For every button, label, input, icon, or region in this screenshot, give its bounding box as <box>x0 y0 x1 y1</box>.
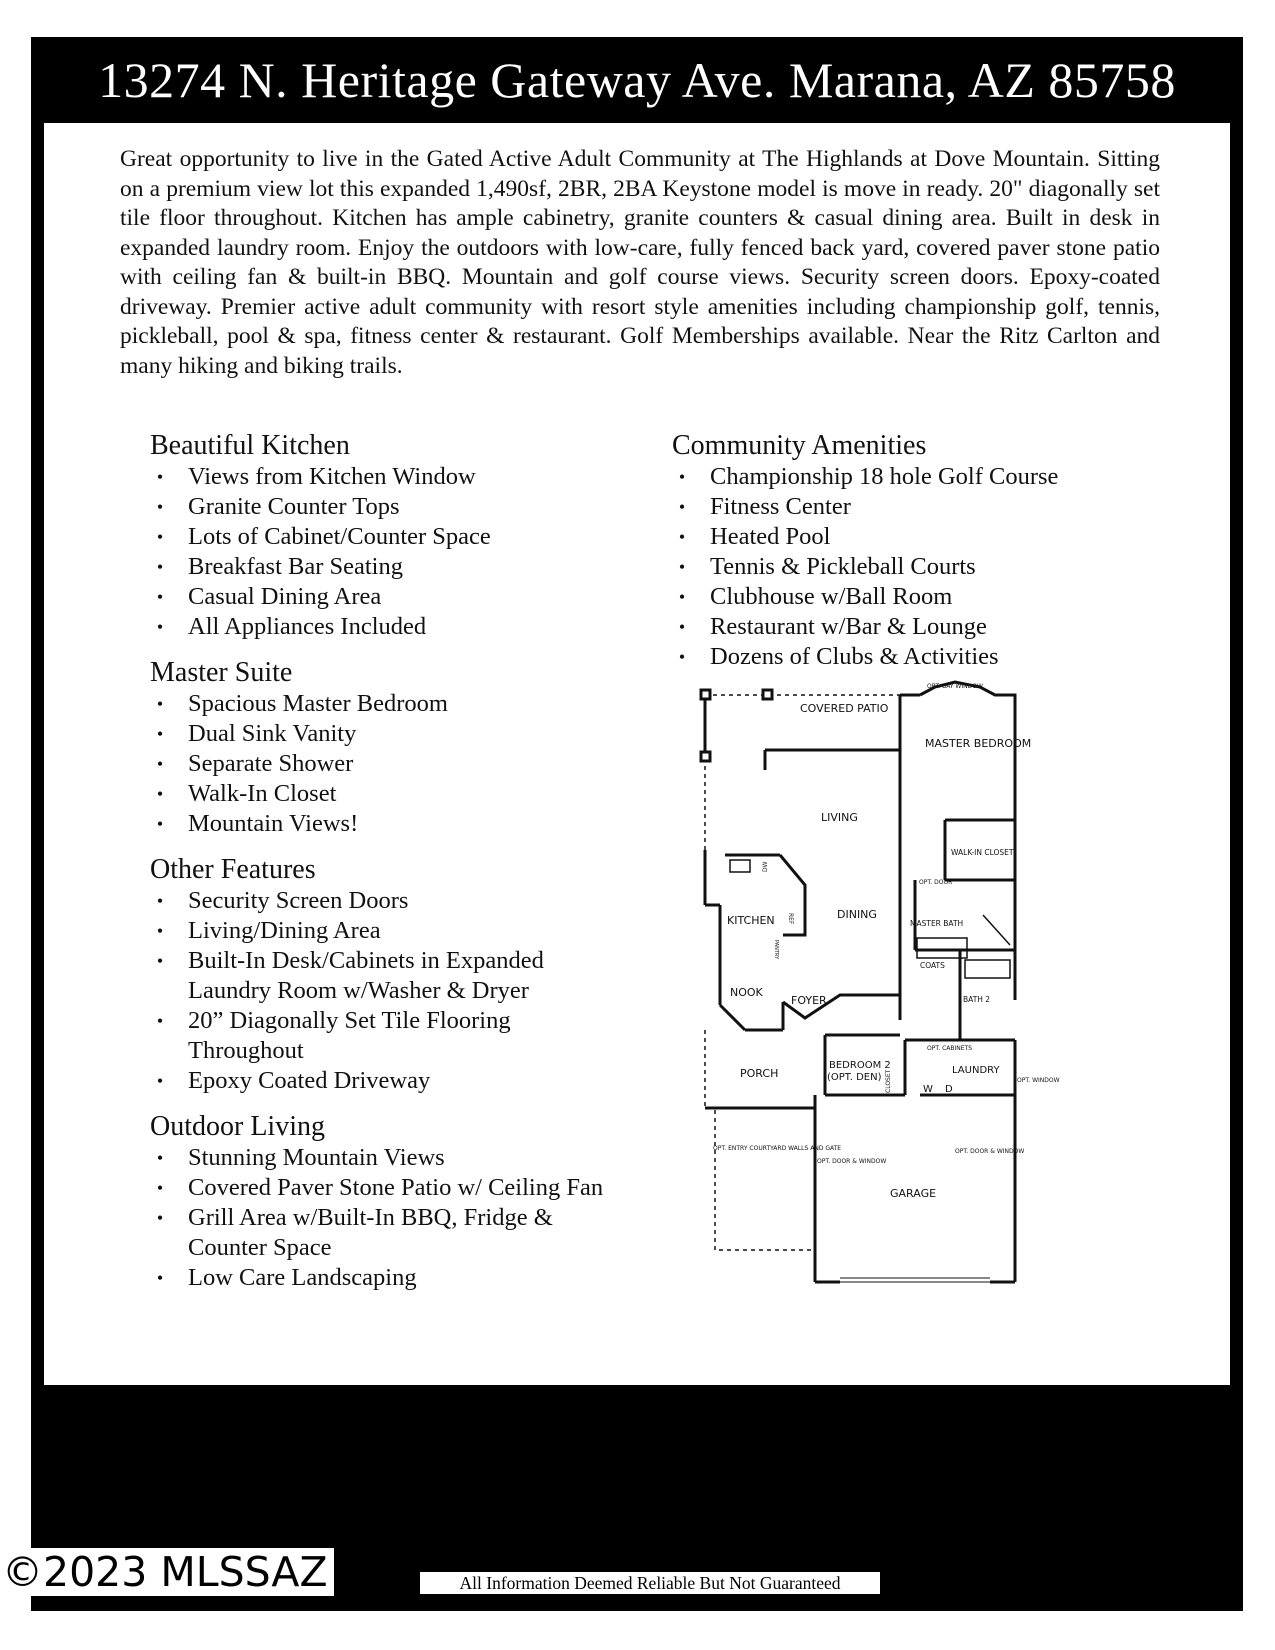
list-item <box>150 552 620 582</box>
plan-label-foyer: FOYER <box>791 994 827 1007</box>
list-item <box>150 749 620 779</box>
bullet-icon: • <box>678 617 686 637</box>
plan-label-walk-in-closet: WALK-IN CLOSET <box>951 848 1014 857</box>
bullet-icon: • <box>156 497 164 517</box>
list-item <box>150 1066 620 1096</box>
section-title: Master Suite <box>150 657 293 688</box>
plan-label-dining: DINING <box>837 908 877 921</box>
bullet-icon: • <box>678 527 686 547</box>
features-right-column <box>672 430 1152 687</box>
section-title: Beautiful Kitchen <box>150 430 350 461</box>
section-title: Community Amenities <box>672 430 927 461</box>
list-item <box>150 582 620 612</box>
plan-label-dw: DW <box>762 861 769 872</box>
list-item <box>150 779 620 809</box>
plan-label-covered-patio: COVERED PATIO <box>800 702 889 715</box>
plan-post <box>701 690 710 699</box>
list-item <box>150 886 620 916</box>
list-item-label: Separate Shower <box>188 750 354 777</box>
feature-list <box>150 1143 620 1293</box>
list-item-label: Casual Dining Area <box>188 583 382 610</box>
bullet-icon: • <box>678 587 686 607</box>
list-item-label: Security Screen Doors <box>188 887 409 914</box>
bullet-icon: • <box>156 1148 164 1168</box>
plan-post <box>763 690 772 699</box>
plan-label-opt-door: OPT. DOOR <box>919 879 953 886</box>
list-item-label: Stunning Mountain Views <box>188 1144 445 1171</box>
list-item <box>150 1203 620 1263</box>
divider <box>1236 123 1238 1385</box>
plan-label-dryer: D <box>945 1084 953 1095</box>
list-item <box>150 916 620 946</box>
list-item <box>150 689 620 719</box>
list-item <box>150 1143 620 1173</box>
plan-label-living: LIVING <box>821 811 858 824</box>
list-item <box>150 1173 620 1203</box>
plan-label-laundry: LAUNDRY <box>952 1065 1000 1076</box>
bullet-icon: • <box>156 921 164 941</box>
list-item <box>150 612 620 642</box>
list-item-label: Fitness Center <box>710 493 851 520</box>
list-item-label: Dozens of Clubs & Activities <box>710 643 999 670</box>
page-title: 13274 N. Heritage Gateway Ave. Marana, AZ 85758 <box>31 37 1243 123</box>
plan-label-pantry: PANTRY <box>773 940 779 960</box>
list-item-label: Lots of Cabinet/Counter Space <box>188 523 491 550</box>
plan-label-nook: NOOK <box>730 986 763 999</box>
plan-label-bedroom2: BEDROOM 2 <box>829 1060 891 1071</box>
bullet-icon: • <box>678 497 686 517</box>
list-item-label: 20” Diagonally Set Tile Flooring Throughout <box>188 1007 511 1064</box>
feature-list <box>150 689 620 839</box>
list-item-label: Low Care Landscaping <box>188 1264 417 1291</box>
list-item-label: Restaurant w/Bar & Lounge <box>710 613 987 640</box>
bullet-icon: • <box>156 1178 164 1198</box>
plan-label-opt-window: OPT. WINDOW <box>1017 1077 1060 1084</box>
feature-list <box>672 462 1152 672</box>
bullet-icon: • <box>678 647 686 667</box>
plan-label-kitchen: KITCHEN <box>727 914 775 927</box>
plan-label-opt-den: (OPT. DEN) <box>827 1072 882 1083</box>
bullet-icon: • <box>156 1208 164 1228</box>
plan-label-opt-door-window: OPT. DOOR & WINDOW <box>955 1148 1025 1155</box>
list-item <box>672 522 1152 552</box>
plan-label-opt-bay-window: OPT. BAY WINDOW <box>927 683 983 690</box>
list-item <box>150 1006 620 1066</box>
plan-label-washer: W <box>923 1084 933 1095</box>
bullet-icon: • <box>678 557 686 577</box>
list-item-label: Spacious Master Bedroom <box>188 690 448 717</box>
list-item <box>672 582 1152 612</box>
plan-label-closet: CLOSET <box>885 1069 892 1093</box>
list-item-label: Living/Dining Area <box>188 917 381 944</box>
feature-list <box>150 886 620 1096</box>
plan-fixture <box>983 915 1010 945</box>
divider <box>36 123 38 1385</box>
plan-wall <box>715 1110 815 1250</box>
list-item <box>672 462 1152 492</box>
list-item-label: Tennis & Pickleball Courts <box>710 553 976 580</box>
plan-label-porch: PORCH <box>740 1067 779 1080</box>
section-title: Outdoor Living <box>150 1111 325 1142</box>
plan-label-master-bath: MASTER BATH <box>910 919 964 928</box>
plan-label-coats: COATS <box>920 961 945 970</box>
list-item-label: Epoxy Coated Driveway <box>188 1067 431 1094</box>
plan-label-garage: GARAGE <box>890 1187 937 1200</box>
bullet-icon: • <box>156 587 164 607</box>
plan-label-opt-door-window: OPT. DOOR & WINDOW <box>817 1158 887 1165</box>
bullet-icon: • <box>156 694 164 714</box>
list-item <box>150 492 620 522</box>
list-item-label: Built-In Desk/Cabinets in Expanded Laundry Room w/Washer & Dryer <box>188 947 544 1004</box>
plan-fixture <box>730 860 750 872</box>
list-item-label: Championship 18 hole Golf Course <box>710 463 1059 490</box>
list-item-label: Heated Pool <box>710 523 831 550</box>
plan-label-opt-cabinets: OPT. CABINETS <box>927 1045 973 1052</box>
list-item-label: Walk-In Closet <box>188 780 337 807</box>
copyright-text: ©2023 MLSSAZ <box>0 1548 334 1596</box>
list-item-label: Granite Counter Tops <box>188 493 400 520</box>
bullet-icon: • <box>156 724 164 744</box>
plan-label-ref: REF <box>787 913 794 925</box>
bullet-icon: • <box>156 754 164 774</box>
list-item <box>150 719 620 749</box>
bullet-icon: • <box>678 467 686 487</box>
bullet-icon: • <box>156 467 164 487</box>
list-item <box>150 1263 620 1293</box>
list-item-label: Clubhouse w/Ball Room <box>710 583 953 610</box>
bullet-icon: • <box>156 1011 164 1031</box>
bullet-icon: • <box>156 1268 164 1288</box>
list-item <box>150 809 620 839</box>
plan-label-bath2: BATH 2 <box>963 995 991 1004</box>
list-item <box>150 462 620 492</box>
features-left-column <box>150 430 620 1308</box>
bullet-icon: • <box>156 784 164 804</box>
plan-wall <box>720 1005 745 1030</box>
plan-post <box>701 752 710 761</box>
list-item-label: Covered Paver Stone Patio w/ Ceiling Fan <box>188 1174 604 1201</box>
feature-list <box>150 462 620 642</box>
list-item <box>672 612 1152 642</box>
list-item <box>150 946 620 1006</box>
list-item-label: Dual Sink Vanity <box>188 720 357 747</box>
intro-paragraph: Great opportunity to live in the Gated Active Adult Community at The Highlands at Dove Mountain. Sitting on a premium view lot this expanded 1,490sf, 2BR, 2BA Keystone model is move in ready. 20" diagonally set tile floor throughout. Kitchen has ample cabinetry, granite counters & casual dining area. Built in desk in expanded laundry room. Enjoy the outdoors with low-care, fully fenced back yard, covered paver stone patio with ceiling fan & built-in BBQ. Mountain and golf course views. Security screen doors. Epoxy-coated driveway. Premier active adult community with resort style amenities including championship golf, tennis, pickleball, pool & spa, fitness center & restaurant. Golf Memberships available. Near the Ritz Carlton and many hiking and biking trails. <box>120 146 1160 379</box>
bullet-icon: • <box>156 557 164 577</box>
bullet-icon: • <box>156 1071 164 1091</box>
list-item <box>672 492 1152 522</box>
list-item-label: Breakfast Bar Seating <box>188 553 403 580</box>
list-item <box>672 552 1152 582</box>
plan-fixture <box>965 960 1010 978</box>
list-item <box>150 522 620 552</box>
list-item-label: Grill Area w/Built-In BBQ, Fridge & Counter Space <box>188 1204 553 1261</box>
bullet-icon: • <box>156 814 164 834</box>
section-title: Other Features <box>150 854 316 885</box>
bullet-icon: • <box>156 951 164 971</box>
floor-plan <box>705 683 1075 1362</box>
bullet-icon: • <box>156 527 164 547</box>
bullet-icon: • <box>156 891 164 911</box>
plan-label-entry-courtyard: OPT. ENTRY COURTYARD WALLS AND GATE <box>713 1145 842 1152</box>
list-item-label: Views from Kitchen Window <box>188 463 476 490</box>
list-item-label: Mountain Views! <box>188 810 359 837</box>
plan-label-master-bedroom: MASTER BEDROOM <box>925 737 1032 750</box>
bullet-icon: • <box>156 617 164 637</box>
disclaimer-text: All Information Deemed Reliable But Not Guaranteed <box>420 1572 880 1594</box>
list-item-label: All Appliances Included <box>188 613 427 640</box>
list-item <box>672 642 1152 672</box>
